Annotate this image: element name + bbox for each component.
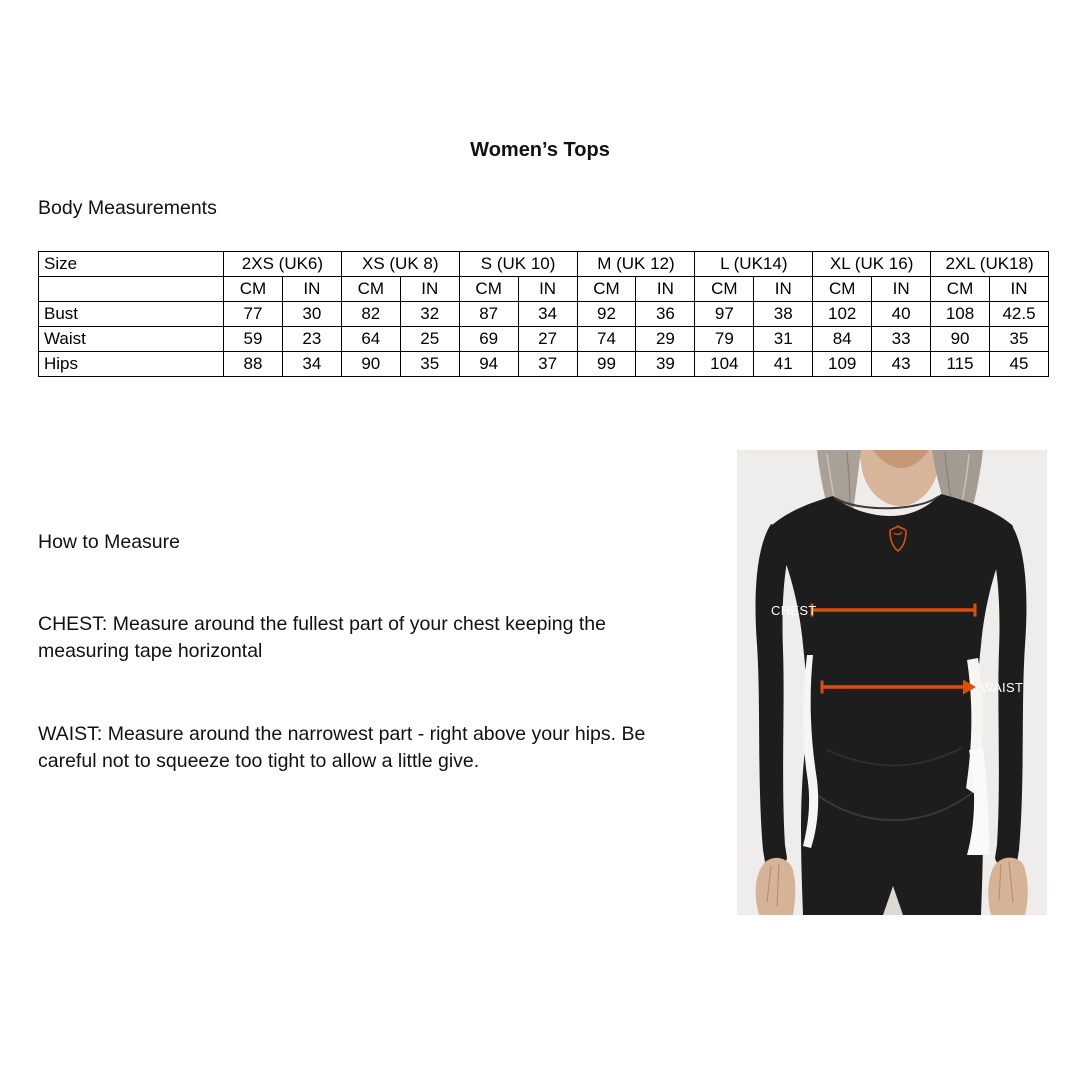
unit-header-in: IN — [400, 277, 459, 302]
measurement-cell: 40 — [872, 302, 931, 327]
size-table-empty-cell — [39, 277, 224, 302]
measurement-cell: 97 — [695, 302, 754, 327]
size-group-header: XS (UK 8) — [341, 252, 459, 277]
unit-header-in: IN — [282, 277, 341, 302]
measurement-cell: 102 — [813, 302, 872, 327]
measurement-cell: 29 — [636, 327, 695, 352]
unit-header-in: IN — [989, 277, 1048, 302]
size-group-header: 2XL (UK18) — [931, 252, 1049, 277]
size-table-corner: Size — [39, 252, 224, 277]
measurement-cell: 38 — [754, 302, 813, 327]
size-table — [38, 251, 1049, 377]
measurement-cell: 42.5 — [989, 302, 1048, 327]
size-group-header: XL (UK 16) — [813, 252, 931, 277]
measurement-cell: 104 — [695, 352, 754, 377]
waist-measure-label: WAIST — [981, 680, 1024, 695]
measurement-cell: 27 — [518, 327, 577, 352]
measurement-cell: 41 — [754, 352, 813, 377]
measurement-cell: 87 — [459, 302, 518, 327]
measurement-cell: 92 — [577, 302, 636, 327]
measurement-cell: 31 — [754, 327, 813, 352]
measurement-cell: 90 — [931, 327, 990, 352]
table-row — [39, 352, 1049, 377]
measurement-row-label: Waist — [39, 327, 224, 352]
measurement-cell: 35 — [989, 327, 1048, 352]
table-row — [39, 327, 1049, 352]
measurement-cell: 108 — [931, 302, 990, 327]
size-group-header: 2XS (UK6) — [224, 252, 342, 277]
measurement-cell: 115 — [931, 352, 990, 377]
chest-measure-label: CHEST — [771, 603, 817, 618]
unit-header-cm: CM — [577, 277, 636, 302]
measurement-row-label: Hips — [39, 352, 224, 377]
measurement-row-label: Bust — [39, 302, 224, 327]
measurement-cell: 33 — [872, 327, 931, 352]
measurement-cell: 32 — [400, 302, 459, 327]
measurement-cell: 74 — [577, 327, 636, 352]
unit-header-cm: CM — [813, 277, 872, 302]
body-measurements-heading: Body Measurements — [38, 197, 217, 219]
page-title: Women’s Tops — [470, 139, 610, 161]
measurement-cell: 69 — [459, 327, 518, 352]
unit-header-cm: CM — [695, 277, 754, 302]
measurement-cell: 35 — [400, 352, 459, 377]
table-row — [39, 302, 1049, 327]
measurement-cell: 82 — [341, 302, 400, 327]
measurement-cell: 30 — [282, 302, 341, 327]
how-to-measure-heading: How to Measure — [38, 531, 180, 553]
unit-header-in: IN — [636, 277, 695, 302]
measurement-cell: 77 — [224, 302, 283, 327]
measurement-cell: 23 — [282, 327, 341, 352]
measurement-cell: 36 — [636, 302, 695, 327]
measurement-cell: 88 — [224, 352, 283, 377]
chest-instruction: CHEST: Measure around the fullest part of your chest keeping the measuring tape horizontal — [38, 613, 606, 662]
measurement-cell: 90 — [341, 352, 400, 377]
unit-header-in: IN — [754, 277, 813, 302]
measurement-cell: 79 — [695, 327, 754, 352]
size-group-header: M (UK 12) — [577, 252, 695, 277]
measurement-cell: 34 — [518, 302, 577, 327]
unit-header-cm: CM — [341, 277, 400, 302]
measurement-cell: 43 — [872, 352, 931, 377]
size-group-header: L (UK14) — [695, 252, 813, 277]
measurement-cell: 45 — [989, 352, 1048, 377]
waist-instruction: WAIST: Measure around the narrowest part - right above your hips. Be careful not to squeeze too tight to allow a little give. — [38, 723, 646, 772]
unit-header-cm: CM — [224, 277, 283, 302]
unit-header-cm: CM — [931, 277, 990, 302]
unit-header-in: IN — [518, 277, 577, 302]
measurement-cell: 39 — [636, 352, 695, 377]
unit-header-in: IN — [872, 277, 931, 302]
unit-header-cm: CM — [459, 277, 518, 302]
measurement-cell: 109 — [813, 352, 872, 377]
size-group-header: S (UK 10) — [459, 252, 577, 277]
measurement-cell: 34 — [282, 352, 341, 377]
measurement-cell: 99 — [577, 352, 636, 377]
model-photo — [737, 450, 1047, 915]
measurement-cell: 25 — [400, 327, 459, 352]
measurement-cell: 84 — [813, 327, 872, 352]
measurement-cell: 94 — [459, 352, 518, 377]
measurement-cell: 64 — [341, 327, 400, 352]
measurement-cell: 37 — [518, 352, 577, 377]
measurement-cell: 59 — [224, 327, 283, 352]
